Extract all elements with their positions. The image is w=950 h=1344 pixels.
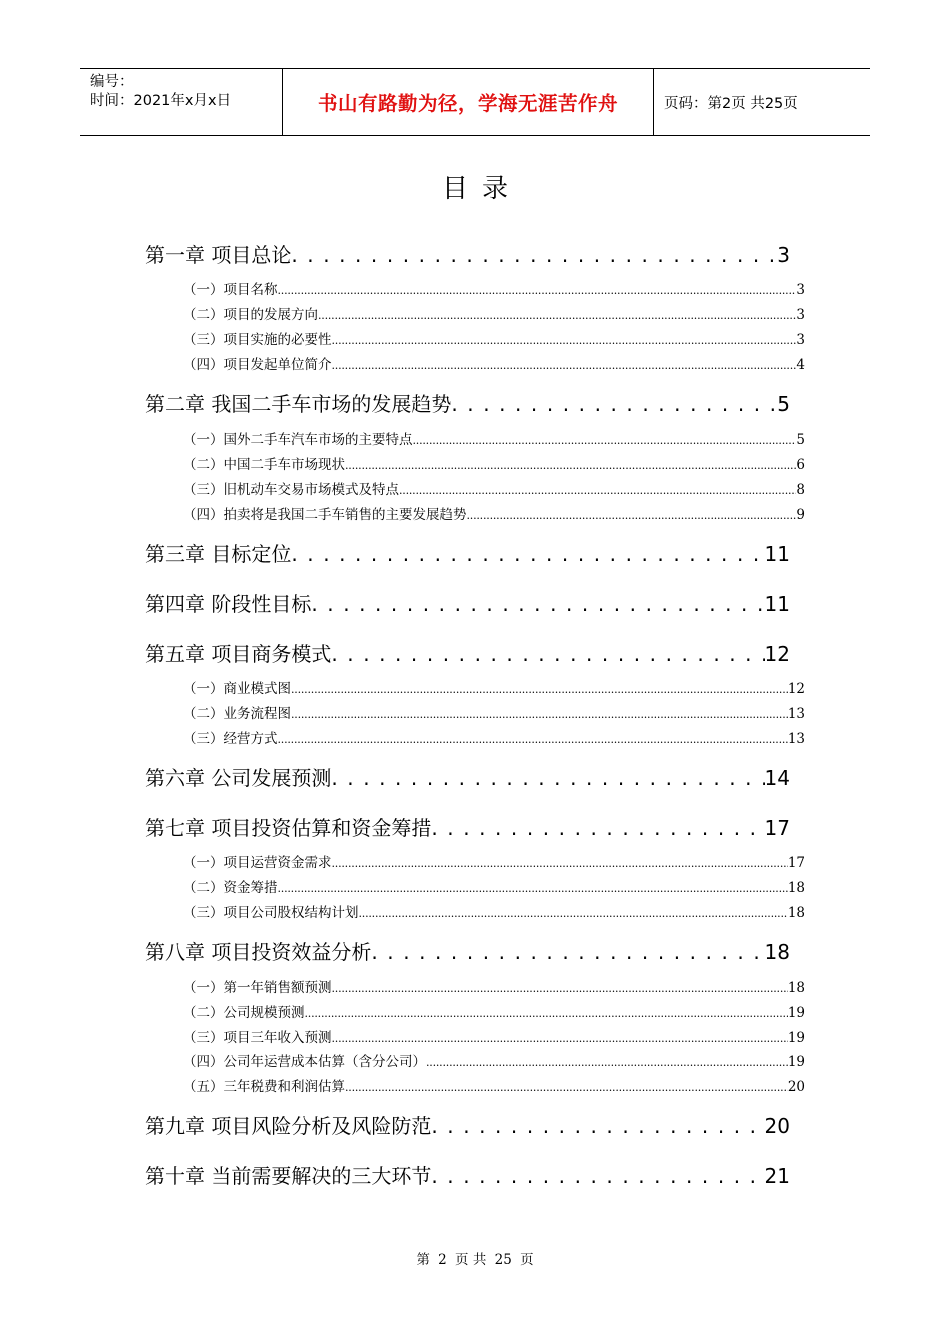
toc-dot-leader [431,1114,764,1138]
toc-page-number: 5 [796,432,805,448]
toc-chapter-entry[interactable] [145,1160,790,1189]
toc-dot-leader [431,816,764,840]
page-header [80,68,870,136]
toc-section-entry[interactable] [183,976,805,996]
toc-dot-leader [318,307,796,323]
toc-page-number: 11 [764,592,790,616]
page-footer [0,1248,950,1268]
header-meta [80,69,282,135]
toc-page-number: 21 [764,1164,790,1188]
toc-page-number: 18 [787,880,805,896]
toc-section-entry[interactable] [183,1075,805,1095]
page-title: 目录 [441,174,522,204]
toc-page-number: 20 [764,1114,790,1138]
toc-page-number: 17 [764,816,790,840]
toc-page-number: 19 [787,1005,805,1021]
toc-dot-leader [291,706,788,722]
toc-dot-leader [278,880,788,896]
toc-page-number: 14 [764,766,790,790]
toc-dot-leader [332,855,788,871]
toc-entry-title: （三）项目实施的必要性 [183,332,332,348]
footer-prefix: 第 [416,1252,430,1268]
toc-page-number: 11 [764,542,790,566]
toc-page-number: 4 [796,357,805,373]
toc-entry-title: （一）国外二手车汽车市场的主要特点 [183,432,413,448]
toc-section-entry[interactable] [183,677,805,697]
toc-entry-title: 第十章 当前需要解决的三大环节 [145,1164,432,1188]
toc-dot-leader [399,482,796,498]
toc-entry-title: 第七章 项目投资估算和资金筹措 [145,816,432,840]
toc-dot-leader [345,457,796,473]
toc-section-entry[interactable] [183,503,805,523]
toc-chapter-entry[interactable] [145,538,790,567]
footer-middle: 页 共 [455,1252,487,1268]
toc-chapter-entry[interactable] [145,762,790,791]
toc-section-entry[interactable] [183,1001,805,1021]
toc-section-entry[interactable] [183,328,805,348]
toc-section-entry[interactable] [183,702,805,722]
toc-page-number: 18 [787,905,805,921]
toc-page-number: 3 [796,282,805,298]
toc-page-number: 9 [796,507,805,523]
toc-section-entry[interactable] [183,353,805,373]
toc-dot-leader [331,642,764,666]
toc-chapter-entry[interactable] [145,812,790,841]
toc-entry-title: 第九章 项目风险分析及风险防范 [145,1114,432,1138]
toc-section-entry[interactable] [183,428,805,448]
toc-dot-leader [413,432,797,448]
toc-page-number: 19 [787,1030,805,1046]
toc-dot-leader [451,392,777,416]
toc-section-entry[interactable] [183,453,805,473]
toc-page-number: 12 [764,642,790,666]
toc-page-number: 3 [796,332,805,348]
toc-dot-leader [359,905,788,921]
toc-entry-title: （四）拍卖将是我国二手车销售的主要发展趋势 [183,507,467,523]
toc-dot-leader [278,282,797,298]
toc-entry-title: （二）公司规模预测 [183,1005,305,1021]
toc-entry-title: （一）第一年销售额预测 [183,980,332,996]
toc-chapter-entry[interactable] [145,936,790,965]
toc-page-number: 6 [796,457,805,473]
toc-dot-leader [467,507,797,523]
toc-dot-leader [278,731,788,747]
toc-section-entry[interactable] [183,727,805,747]
toc-page-number: 5 [777,392,790,416]
toc-entry-title: （三）经营方式 [183,731,278,747]
toc-dot-leader [291,243,777,267]
document-date: 时间：2021年x月x日 [90,93,232,109]
toc-section-entry[interactable] [183,303,805,323]
toc-section-entry[interactable] [183,851,805,871]
toc-entry-title: 第一章 项目总论 [145,243,292,267]
toc-page-number: 3 [796,307,805,323]
toc-entry-title: 第八章 项目投资效益分析 [145,940,372,964]
toc-section-entry[interactable] [183,876,805,896]
toc-entry-title: （三）旧机动车交易市场模式及特点 [183,482,399,498]
toc-dot-leader [305,1005,788,1021]
toc-page-number: 3 [777,243,790,267]
footer-suffix: 页 [520,1252,534,1268]
toc-chapter-entry[interactable] [145,1110,790,1139]
document-number-label: 编号： [90,74,134,90]
footer-page-number: 2 [438,1252,447,1268]
toc-page-number: 19 [787,1054,805,1070]
toc-entry-title: （一）项目运营资金需求 [183,855,332,871]
toc-entry-title: （四）项目发起单位简介 [183,357,332,373]
toc-dot-leader [332,357,797,373]
toc-page-number: 18 [764,940,790,964]
toc-chapter-entry[interactable] [145,388,790,417]
toc-section-entry[interactable] [183,1026,805,1046]
toc-entry-title: （三）项目公司股权结构计划 [183,905,359,921]
toc-entry-title: （二）项目的发展方向 [183,307,318,323]
toc-dot-leader [311,592,764,616]
toc-dot-leader [332,1030,788,1046]
toc-entry-title: （一）商业模式图 [183,681,291,697]
toc-entry-title: 第三章 目标定位 [145,542,292,566]
toc-dot-leader [345,1079,788,1095]
toc-chapter-entry[interactable] [145,638,790,667]
toc-entry-title: 第五章 项目商务模式 [145,642,332,666]
toc-page-number: 17 [787,855,805,871]
header-motto: 书山有路勤为径，学海无涯苦作舟 [282,69,654,135]
toc-section-entry[interactable] [183,278,805,298]
toc-dot-leader [291,681,788,697]
toc-section-entry[interactable] [183,1050,805,1070]
toc-section-entry[interactable] [183,901,805,921]
toc-entry-title: 第六章 公司发展预测 [145,766,332,790]
toc-dot-leader [426,1054,788,1070]
toc-page-number: 20 [787,1079,805,1095]
toc-dot-leader [331,766,764,790]
toc-page-number: 13 [787,731,805,747]
toc-dot-leader [371,940,764,964]
toc-chapter-entry[interactable] [145,239,790,268]
toc-entry-title: （二）中国二手车市场现状 [183,457,345,473]
toc-entry-title: （一）项目名称 [183,282,278,298]
toc-chapter-entry[interactable] [145,588,790,617]
toc-entry-title: （二）资金筹措 [183,880,278,896]
toc-dot-leader [431,1164,764,1188]
toc-entry-title: （四）公司年运营成本估算（含分公司） [183,1054,426,1070]
toc-page-number: 13 [787,706,805,722]
toc-page-number: 8 [796,482,805,498]
toc-page-number: 18 [787,980,805,996]
toc-dot-leader [332,980,788,996]
toc-page-number: 12 [787,681,805,697]
toc-entry-title: （三）项目三年收入预测 [183,1030,332,1046]
toc-entry-title: 第四章 阶段性目标 [145,592,312,616]
toc-dot-leader [291,542,764,566]
footer-total-pages: 25 [494,1252,512,1268]
toc-dot-leader [332,332,797,348]
toc-entry-title: （五）三年税费和利润估算 [183,1079,345,1095]
toc-section-entry[interactable] [183,478,805,498]
header-page-info: 页码：第2页 共25页 [664,95,798,112]
toc-entry-title: 第二章 我国二手车市场的发展趋势 [145,392,452,416]
toc-entry-title: （二）业务流程图 [183,706,291,722]
